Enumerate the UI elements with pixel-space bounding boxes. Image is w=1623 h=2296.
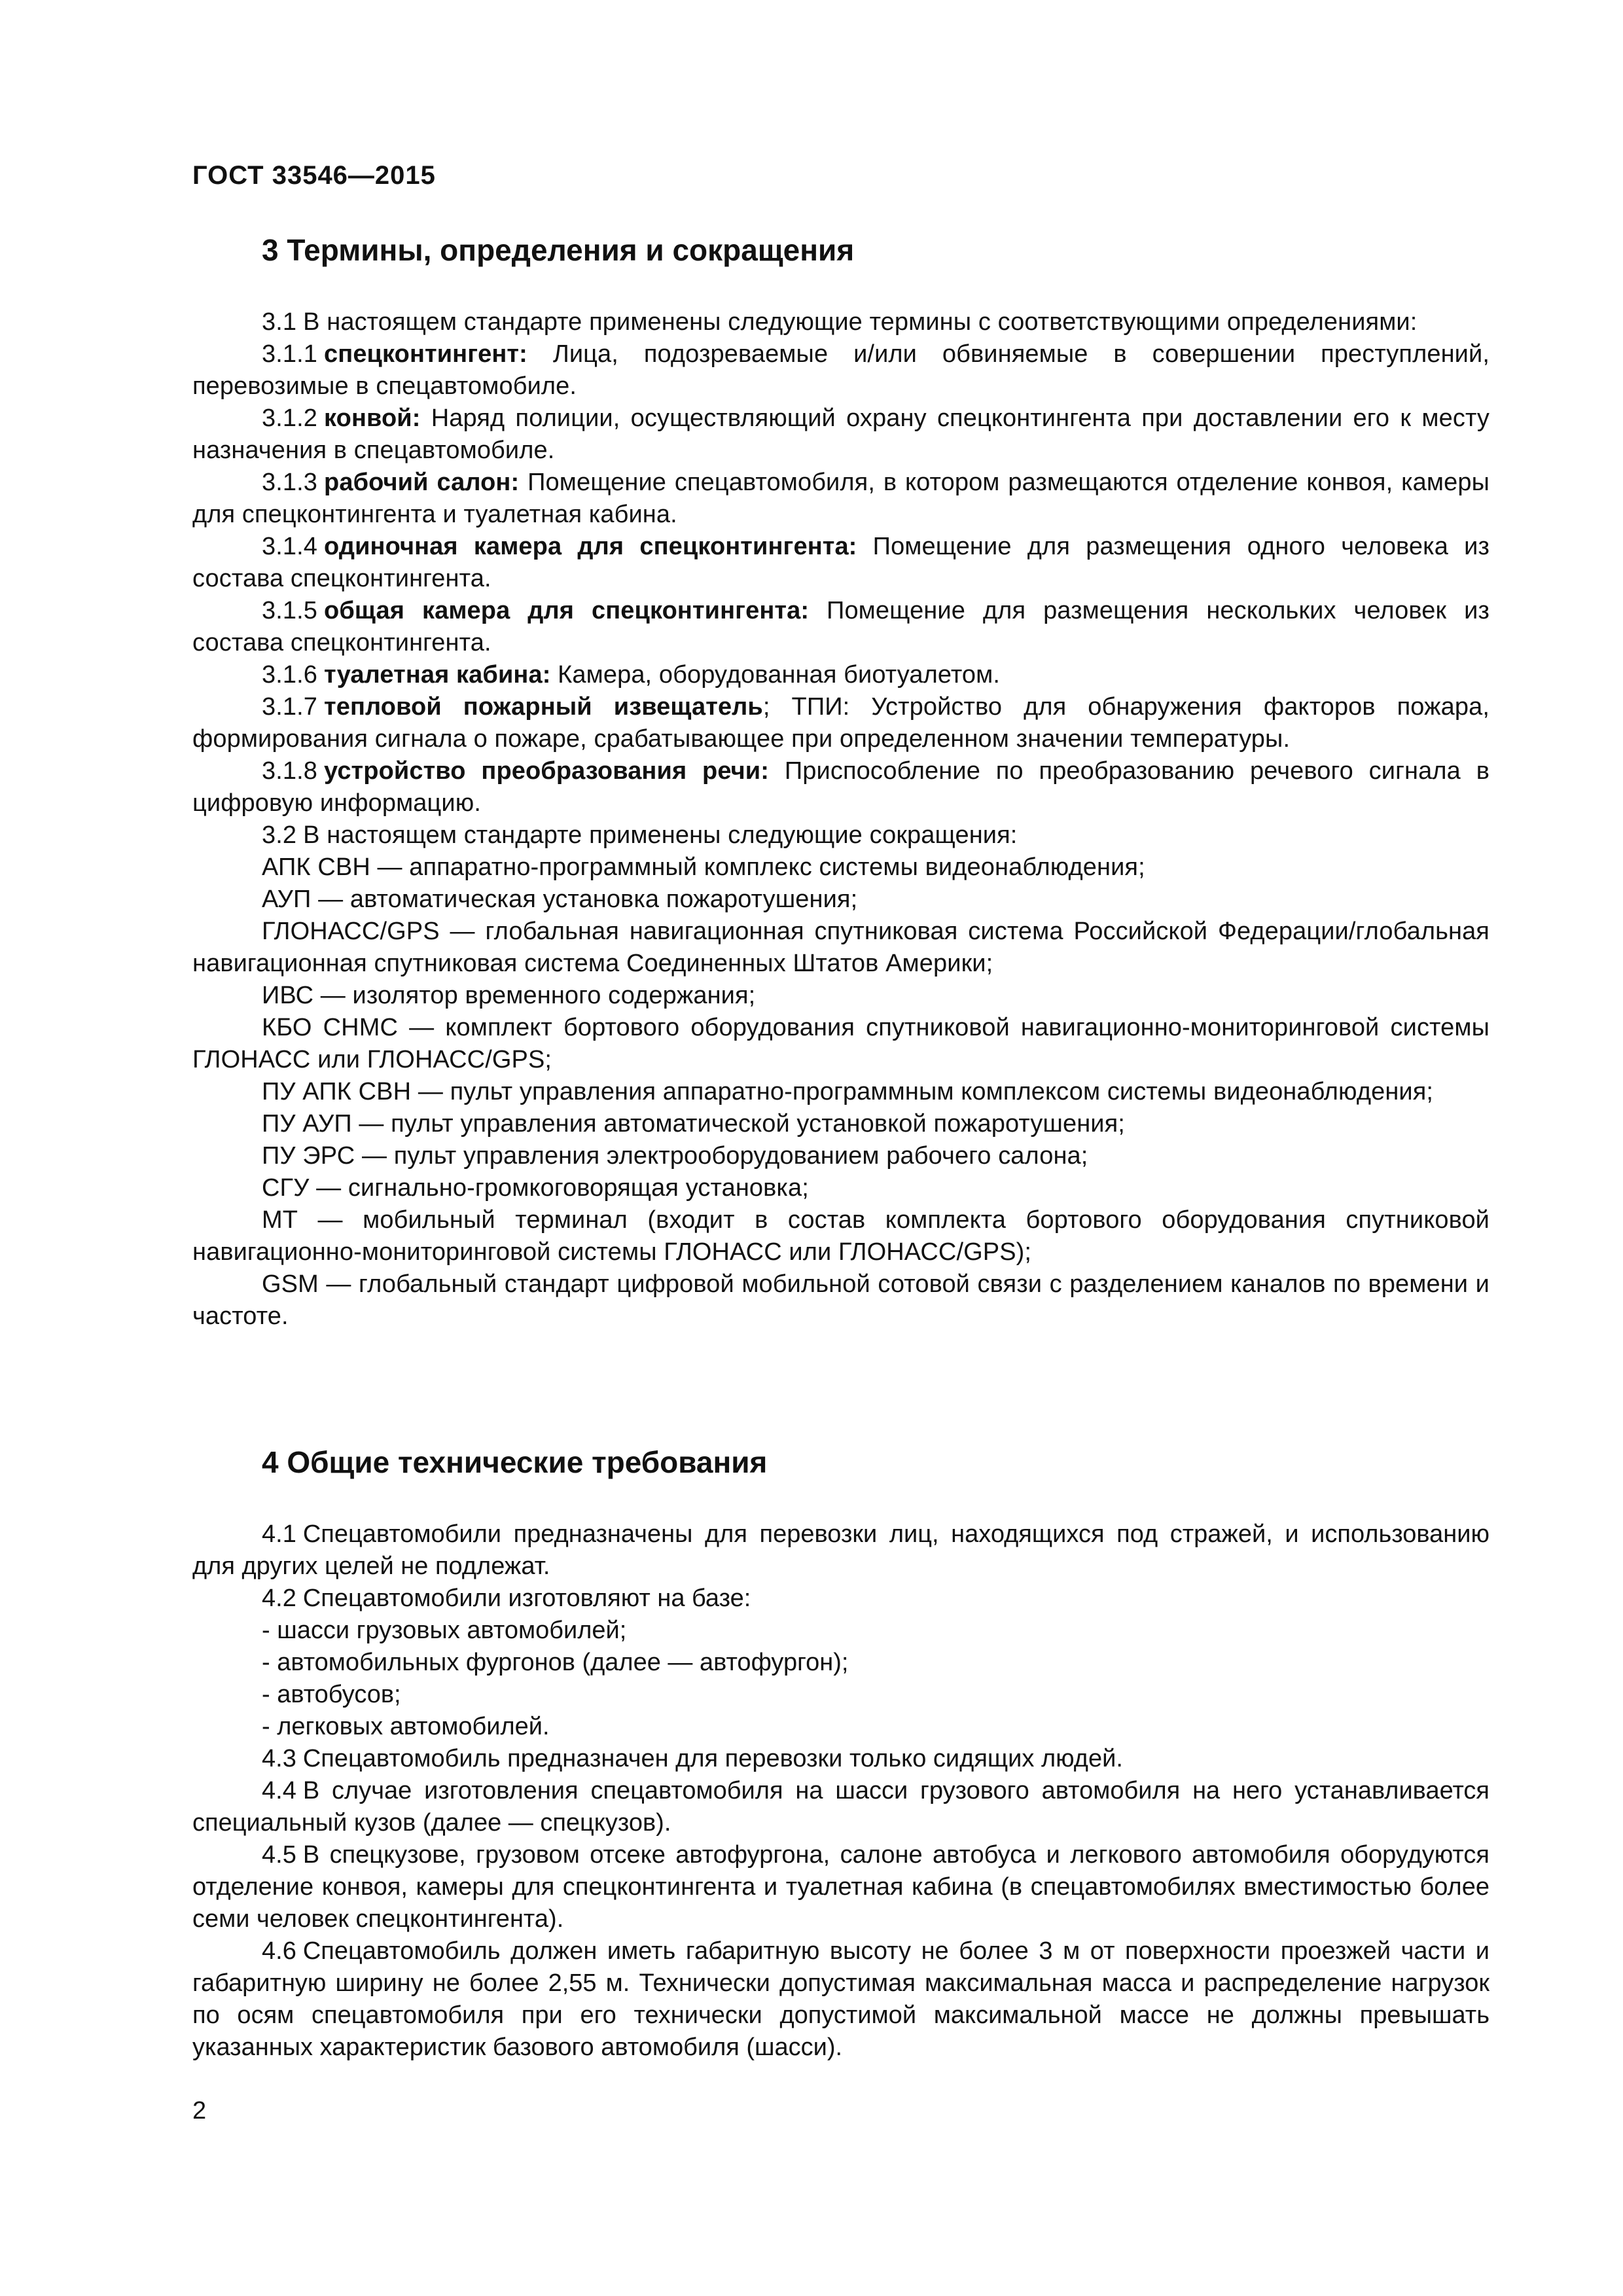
list-item: - легковых автомобилей. <box>262 1713 550 1740</box>
paragraph-text: В спецкузове, грузовом отсеке автофургона, салоне автобуса и легкового автомобиля оборудуются отделение конвоя, камеры для спецконтингента и туалетная кабина (в спецавтомобилях вместимостью более семи человек спецконтингента). <box>192 1841 1489 1933</box>
term-text: Помещение для размещения одного человека из состава спецконтингента. <box>192 533 1489 592</box>
paragraph-number: 3.1 <box>262 308 297 336</box>
document-code: ГОСТ 33546—2015 <box>192 161 436 190</box>
term-text: Приспособление по преобразованию речевого сигнала в цифровую информацию. <box>192 757 1489 817</box>
term: тепловой пожарный извещатель <box>324 693 763 721</box>
term: туалетная кабина: <box>324 661 551 689</box>
abbreviation: МТ — мобильный терминал (входит в состав комплекта бортового оборудования спутниковой навигационно-мониторинговой системы ГЛОНАСС или ГЛОНАСС/GPS); <box>192 1206 1489 1266</box>
paragraph-text: Спецавтомобили изготовляют на базе: <box>302 1585 751 1612</box>
term: устройство преобразования речи: <box>324 757 770 785</box>
term-text: Лица, подозреваемые и/или обвиняемые в совершении преступлений, перевозимые в спецавтомобиле. <box>192 340 1489 400</box>
paragraph-number: 4.3 <box>262 1745 296 1772</box>
paragraph <box>192 1583 1489 1615</box>
paragraph-number: 4.1 <box>262 1520 296 1548</box>
abbreviation: ПУ АПК СВН — пульт управления аппаратно-программным комплексом системы видеонаблюдения; <box>262 1078 1434 1105</box>
term-number: 3.1.5 <box>262 597 318 624</box>
section-technical-requirements <box>192 1441 1489 2064</box>
term: одиночная камера для спецконтингента: <box>324 533 857 560</box>
section-title: 4 Общие технические требования <box>262 1445 768 1479</box>
page-number: 2 <box>192 2097 207 2125</box>
abbreviation: ГЛОНАСС/GPS — глобальная навигационная спутниковая система Российской Федерации/глобальная навигационная спутниковая система Соединенных Штатов Америки; <box>192 918 1489 977</box>
list-item: - шасси грузовых автомобилей; <box>262 1617 627 1644</box>
term-number: 3.1.2 <box>262 404 318 432</box>
term-text: Камера, оборудованная биотуалетом. <box>558 661 1001 689</box>
term-number: 3.1.3 <box>262 469 318 496</box>
abbreviation: КБО СНМС — комплект бортового оборудования спутниковой навигационно-мониторинговой системы ГЛОНАСС или ГЛОНАСС/GPS; <box>192 1014 1489 1073</box>
term-definition <box>192 338 1489 403</box>
term-number: 3.1.8 <box>262 757 318 785</box>
paragraph-text: В настоящем стандарте применены следующие термины с соответствующими определениями: <box>303 308 1418 336</box>
term-definition <box>192 531 1489 595</box>
section-title: 3 Термины, определения и сокращения <box>262 233 855 267</box>
term-definition <box>192 467 1489 531</box>
paragraph-text: В случае изготовления спецавтомобиля на шасси грузового автомобиля на него устанавливается специальный кузов (далее — спецкузов). <box>192 1777 1489 1837</box>
paragraph <box>192 819 1489 852</box>
term-text: Помещение для размещения нескольких человек из состава спецконтингента. <box>192 597 1489 656</box>
paragraph <box>192 306 1489 338</box>
term-text: Наряд полиции, осуществляющий охрану спецконтингента при доставлении его к месту назначения в спецавтомобиле. <box>192 404 1489 464</box>
paragraph <box>192 1935 1489 2064</box>
abbreviation: АПК СВН — аппаратно-программный комплекс системы видеонаблюдения; <box>262 853 1145 881</box>
list-item: - автобусов; <box>262 1681 401 1708</box>
abbreviation: АУП — автоматическая установка пожаротушения; <box>262 886 858 913</box>
paragraph-text: Спецавтомобили предназначены для перевозки лиц, находящихся под стражей, и использованию для других целей не подлежат. <box>192 1520 1489 1580</box>
abbreviation: ПУ АУП — пульт управления автоматической установкой пожаротушения; <box>262 1110 1125 1138</box>
term-text: Помещение спецавтомобиля, в котором размещаются отделение конвоя, камеры для спецконтингента и туалетная кабина. <box>192 469 1489 528</box>
paragraph-number: 4.6 <box>262 1937 296 1965</box>
paragraph <box>192 1518 1489 1583</box>
paragraph <box>192 1743 1489 1775</box>
abbreviation: СГУ — сигнально-громкоговорящая установка; <box>262 1174 809 1202</box>
paragraph-text: В настоящем стандарте применены следующие сокращения: <box>303 821 1018 849</box>
list-item: - автомобильных фургонов (далее — автофургон); <box>262 1649 849 1676</box>
paragraph-text: Спецавтомобиль предназначен для перевозки только сидящих людей. <box>302 1745 1123 1772</box>
term: спецконтингент: <box>324 340 527 368</box>
term-definition <box>192 659 1489 691</box>
term-number: 3.1.1 <box>262 340 318 368</box>
paragraph-text: Спецавтомобиль должен иметь габаритную высоту не более 3 м от поверхности проезжей части и габаритную ширину не более 2,55 м. Технически допустимая максимальная масса и распределение нагрузок по осям спецавтомобиля при его технически допустимой максимальной массе не должны превышать указанных характеристик базового автомобиля (шасси). <box>192 1937 1489 2061</box>
term-definition <box>192 595 1489 659</box>
term-definition <box>192 403 1489 467</box>
term-definition <box>192 691 1489 755</box>
term: общая камера для спецконтингента: <box>324 597 810 624</box>
term-text: ; ТПИ: Устройство для обнаружения факторов пожара, формирования сигнала о пожаре, срабатывающее при определенном значении температуры. <box>192 693 1489 753</box>
term: рабочий салон: <box>324 469 520 496</box>
abbreviation: ПУ ЭРС — пульт управления электрооборудованием рабочего салона; <box>262 1142 1088 1170</box>
paragraph <box>192 1775 1489 1839</box>
abbreviation: GSM — глобальный стандарт цифровой мобильной сотовой связи с разделением каналов по времени и частоте. <box>192 1270 1489 1330</box>
term-number: 3.1.6 <box>262 661 318 689</box>
paragraph-number: 4.4 <box>262 1777 296 1804</box>
abbreviation: ИВС — изолятор временного содержания; <box>262 982 756 1009</box>
paragraph-number: 4.2 <box>262 1585 296 1612</box>
paragraph-number: 4.5 <box>262 1841 296 1869</box>
term-number: 3.1.4 <box>262 533 318 560</box>
section-terms <box>192 229 1489 1333</box>
term-number: 3.1.7 <box>262 693 318 721</box>
term-definition <box>192 755 1489 819</box>
paragraph-number: 3.2 <box>262 821 297 849</box>
paragraph <box>192 1839 1489 1935</box>
term: конвой: <box>324 404 421 432</box>
